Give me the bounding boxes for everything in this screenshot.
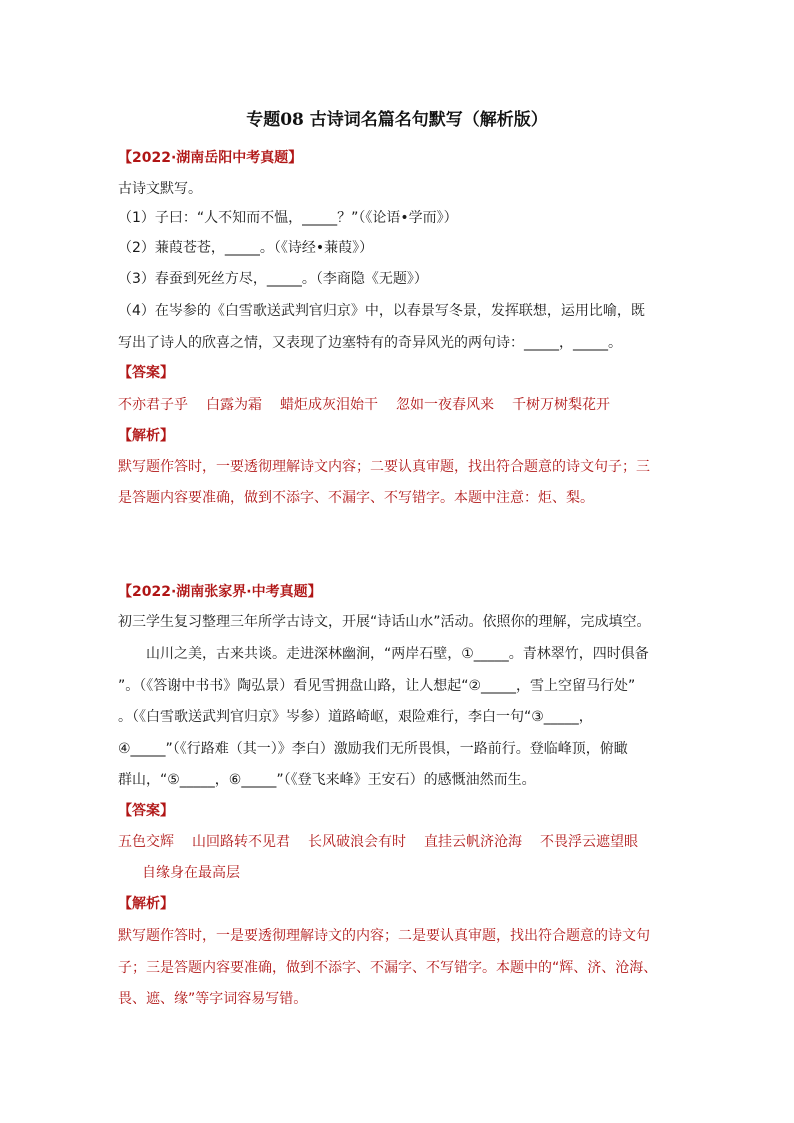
q2-body-line-2: ”。（《答谢中书书》陶弘景）看见雪拥盘山路，让人想起“②_____，雪上空留马行处” <box>118 678 636 694</box>
q2-answer-2: 山回路转不见君 <box>192 834 290 850</box>
q2-body-line-3: 。（《白雪歌送武判官归京》岑参）道路崎岖，艰险难行，李白一句“③_____， <box>118 709 593 725</box>
q2-analysis-line-3: 畏、遮、缘”等字词容易写错。 <box>118 991 308 1007</box>
q2-answers-row-1 <box>118 831 656 851</box>
q1-item-3: （3）春蚕到死丝方尽，_____。（李商隐《无题》） <box>118 271 428 287</box>
q1-answer-1: 不亦君子乎 <box>118 397 188 413</box>
q2-body-line-4: ④_____”（《行路难（其一）》李白）激励我们无所畏惧，一路前行。登临峰顶，俯瞰 <box>118 741 628 757</box>
q1-analysis-label: 【解析】 <box>118 428 174 444</box>
q2-body-line-1: 山川之美，古来共谈。走进深林幽涧，“两岸石壁，①_____。青林翠竹，四时俱备 <box>118 646 649 662</box>
q1-analysis-line-2: 是答题内容要准确，做到不添字、不漏字、不写错字。本题中注意：炬、梨。 <box>118 490 594 506</box>
q1-prompt: 古诗文默写。 <box>118 181 202 197</box>
q1-answer-label: 【答案】 <box>118 365 174 381</box>
q1-item-2: （2）蒹葭苍苍，_____。（《诗经•蒹葭》） <box>118 240 374 256</box>
page-title: 专题08 古诗词名篇名句默写（解析版） <box>246 110 548 130</box>
q2-answer-3: 长风破浪会有时 <box>308 834 406 850</box>
q2-source-tag: 【2022·湖南张家界·中考真题】 <box>118 584 322 600</box>
q2-analysis-line-1: 默写题作答时，一是要透彻理解诗文的内容；二是要认真审题，找出符合题意的诗文句 <box>118 928 650 944</box>
q1-item-1: （1）子曰：“人不知而不愠，_____？”（《论语•学而》） <box>118 210 458 226</box>
q2-prompt: 初三学生复习整理三年所学古诗文，开展“诗话山水”活动。依照你的理解，完成填空。 <box>118 614 651 630</box>
q1-analysis-line-1: 默写题作答时，一要透彻理解诗文内容；二要认真审题，找出符合题意的诗文句子；三 <box>118 459 650 475</box>
q2-answer-label: 【答案】 <box>118 803 174 819</box>
q2-answers-row-2 <box>142 862 258 882</box>
q2-answer-6: 自缘身在最高层 <box>142 865 240 881</box>
q1-answer-4: 忽如一夜春风来 <box>396 397 494 413</box>
q2-analysis-label: 【解析】 <box>118 896 174 912</box>
q1-item-4: （4）在岑参的《白雪歌送武判官归京》中，以春景写冬景，发挥联想，运用比喻，既 <box>118 303 645 319</box>
q1-source-tag: 【2022·湖南岳阳中考真题】 <box>118 150 303 166</box>
q2-answer-1: 五色交辉 <box>118 834 174 850</box>
q1-item-4-cont: 写出了诗人的欣喜之情，又表现了边塞特有的奇异风光的两句诗：_____，_____。 <box>118 335 622 351</box>
q1-answer-3: 蜡炬成灰泪始干 <box>280 397 378 413</box>
q1-answer-5: 千树万树梨花开 <box>512 397 610 413</box>
q2-answer-5: 不畏浮云遮望眼 <box>540 834 638 850</box>
q2-body-line-5: 群山，“⑤_____，⑥_____”（《登飞来峰》王安石）的感慨油然而生。 <box>118 772 536 788</box>
q1-answer-2: 白露为霜 <box>206 397 262 413</box>
q1-answers <box>118 394 628 414</box>
q2-analysis-line-2: 子；三是答题内容要准确，做到不添字、不漏字、不写错字。本题中的“辉、济、沧海、 <box>118 960 658 976</box>
q2-answer-4: 直挂云帆济沧海 <box>424 834 522 850</box>
